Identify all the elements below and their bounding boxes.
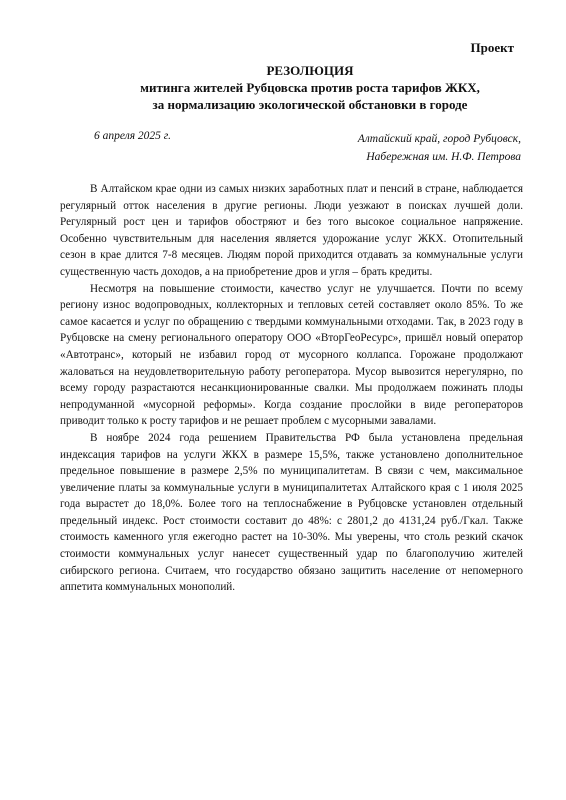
project-label: Проект [470,40,514,55]
paragraph: В Алтайском крае одни из самых низких заработных плат и пенсий в стране, наблюдается регулярный отток населения в другие регионы. Люди уезжают в поисках лучшей доли. Регулярный рост цен и тарифов обостряют и без того высокое социальное напряжение. Особенно чувствительным для населения является удорожание услуг ЖКХ. Отопительный сезон в крае длится 7-8 месяцев. Людям порой приходится отдавать за коммунальные услуги существенную часть доходов, а на приобретение дров и угля – брать кредиты. [60,183,523,278]
paragraph: Несмотря на повышение стоимости, качество услуг не улучшается. Почти по всему региону износ водопроводных, коллекторных и тепловых сетей составляет около 85%. То же самое касается и услуг по обращению с твердыми коммунальными отходами. Так, в 2023 году в Рубцовске на смену регионального оператору ООО «ВторГеоРесурс», пришёл новый оператор «Автотранс», который не избавил город от мусорного коллапса. Горожане продолжают жаловаться на неудовлетворительную работу регоператора. Мусор вывозится нерегулярно, по всему городу разрастаются несанкционированные свалки. Мы продолжаем пожинать плоды непродуманной «мусорной реформы». Когда создание прослойки в виде регоператоров приводит только к росту тарифов и не решает проблем с мусорными завалами. [60,282,523,428]
location-line-1: Алтайский край, город Рубцовск, [357,133,521,145]
document-location [358,130,521,166]
document-body [60,181,523,596]
title-line-1: РЕЗОЛЮЦИЯ [266,63,354,78]
location-line-2: Набережная им. Н.Ф. Петрова [366,151,521,163]
title-line-3: за нормализацию экологической обстановки в городе [152,97,468,112]
title-line-2: митинга жителей Рубцовска против роста тарифов ЖКХ, [140,80,480,95]
document-date: 6 апреля 2025 г. [94,130,172,142]
document-title [60,62,560,113]
paragraph: В ноябре 2024 года решением Правительства РФ была установлена предельная индексация тарифов на услуги ЖКХ в размере 15,5%, также установлено дополнительное предельное повышение в размере 2,5% по муниципалитетам. В связи с чем, максимальное увеличение платы за коммунальные услуги в муниципалитетах Алтайского края с 1 июля 2025 года вырастет до 18,0%. Более того на теплоснабжение в Рубцовске установлен отдельный предельный индекс. Рост стоимости составит до 48%: с 2801,2 до 4131,24 руб./Гкал. Также стоимость каменного угля ежегодно растет на 10-30%. Мы уверены, что столь резкий скачок стоимости коммунальных услуг нанесет существенный удар по благополучию жителей сибирского региона. Считаем, что государство обязано защитить население от непомерного аппетита коммунальных монополий. [60,431,523,594]
